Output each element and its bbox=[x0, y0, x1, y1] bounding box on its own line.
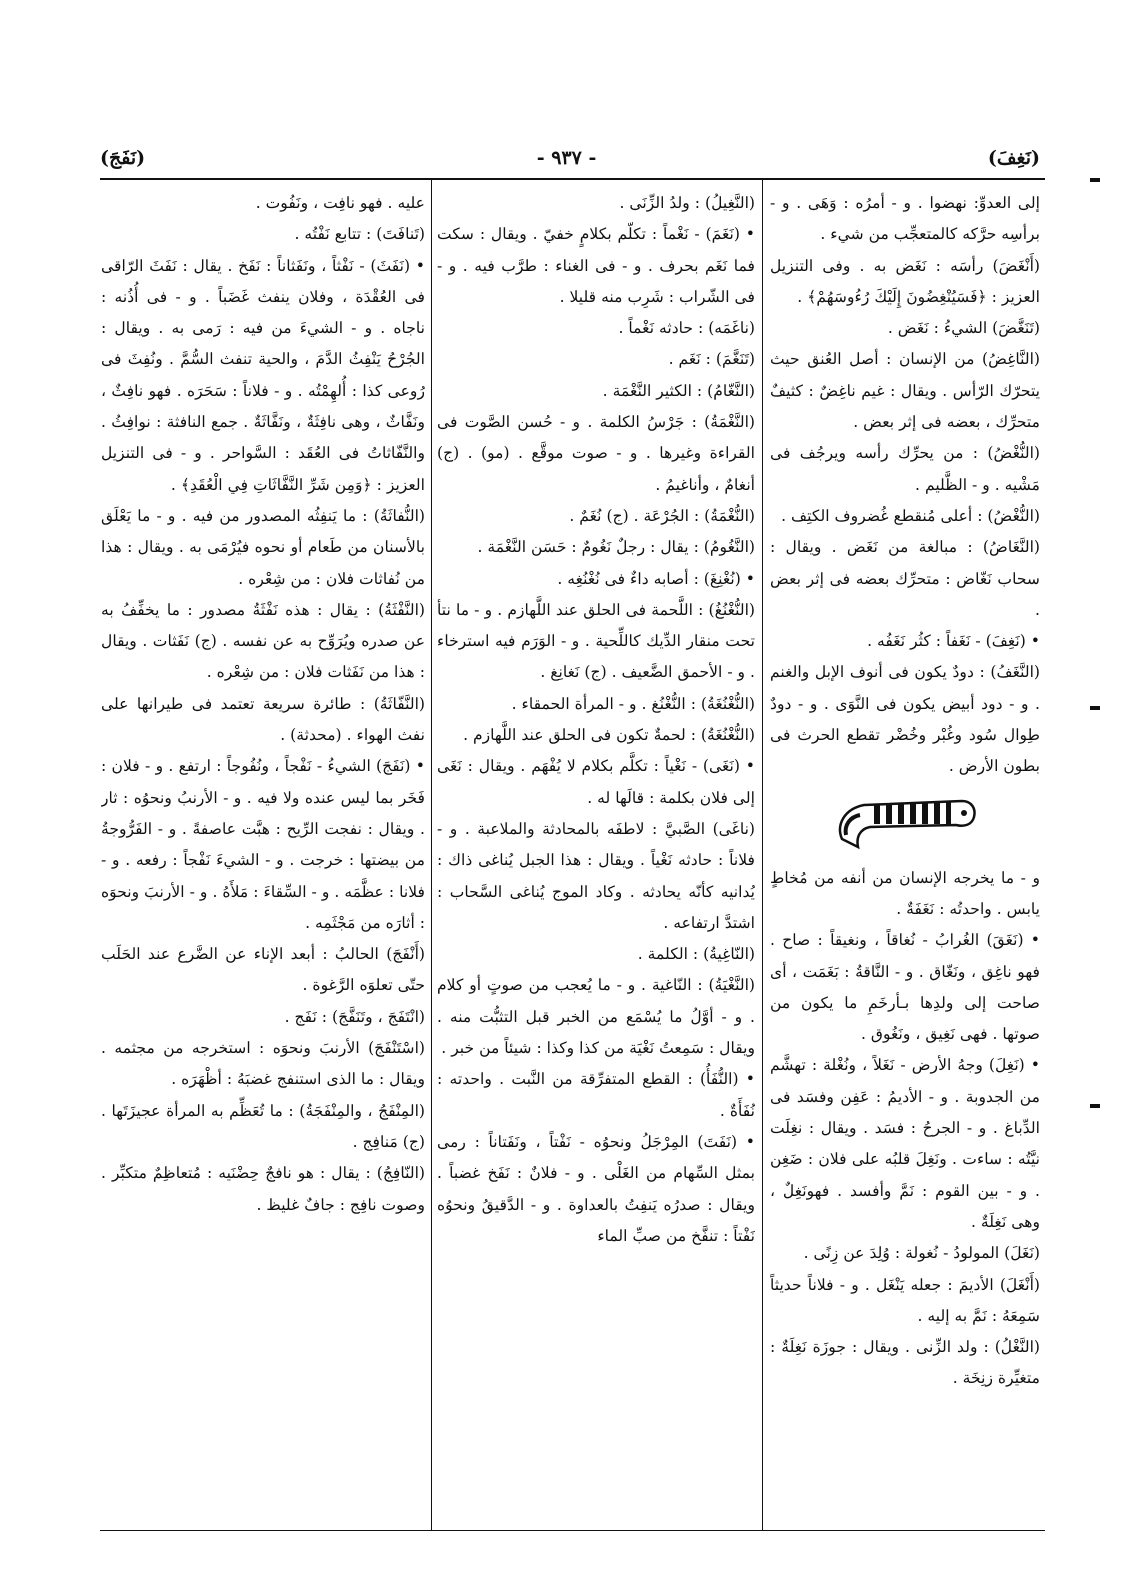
header-entry-right: (نَغِفَ) bbox=[987, 147, 1040, 169]
entry: (النَّغَفُ) : دودٌ يكون فى أنوف الإبل والغنم . و - دود أبيض يكون فى النَّوَى . و - دودٌ طِوال سُود وغُبْر وخُضْر تقطع الحرث فى بطون الأرض . bbox=[770, 663, 1040, 776]
margin-tick bbox=[1090, 178, 1100, 182]
entry: (انْتَفَجَ ، وتَنَفَّجَ) : نَفَج . bbox=[284, 1007, 425, 1026]
entry: (اسْتَنْفَجَ) الأرنبَ ونحوَه : استخرجه من مجثمه . ويقال : ما الذى استنفج غضبَهُ : أظْهَرَه . bbox=[101, 1039, 425, 1089]
page-number: - ٩٣٧ - bbox=[536, 147, 597, 169]
entry: • (نَغَقَ) الغُرابُ - نُغاقاً ، ونغيقاً : صاح . فهو ناغِق ، ونَغّاق . و - النَّاقةُ : بَغَمَت ، أى صاحت إلى ولدِها بـأرخَمِ ما يكون من صوتها . فهى نَغِيق ، ونَغُوق . bbox=[770, 931, 1040, 1044]
entry: (النُّغْضُ) : من يحرِّك رأسه ويرجُف فى مَشْيه . و - الظَّليم . bbox=[770, 444, 1040, 494]
column-right bbox=[770, 188, 1040, 1528]
entry: (أَنْفَجَ) الحالبُ : أبعد الإناء عن الضَّرع عند الحَلَب حتّى تعلوَه الرَّغوة . bbox=[101, 945, 425, 995]
entry: (النُّغْنُغَةُ) : النُّغْنُغ . و - المرأة الحمقاء . bbox=[511, 694, 755, 713]
entry: (النَّغِيلُ) : ولدُ الزِّنَى . bbox=[619, 194, 755, 212]
entry: (النَّفّاثَةُ) : طائرة سريعة تعتمد فى طيرانها على نفث الهواء . (محدثة) . bbox=[101, 694, 425, 745]
entry: • (نَغَى) - نَغْياً : تكلَّم بكلام لا يُفْهَم . ويقال : نَغَى إلى فلان بكلمة : قالَها له . bbox=[437, 757, 755, 807]
entry: • (نَفَثَ) - نَفْثاً ، ونَفَثاناً : نَفَخ . يقال : نَفَثَ الرّاقى فى العُقْدَة ، وفلان ينفث غَضَباً . و - فى أُذُنه : ناجاه . و - الشيءَ من فيه : رَمى به . ويقال : الجُرْحُ يَنْفِثُ الدَّمَ ، والحية تنفث السُّمَّ . ونُفِثَ فى رُوعى كذا : أُلهِمْتُه . و - فلاناً : سَحَرَه . فهو نافِثٌ ، ونَفَّاثٌ ، وهى نافِثَةٌ ، ونَفَّاثَةٌ . جمع النافثة : نوافِثُ . والنَّفّاثاتُ فى العُقَد : السَّواحر . و - فى التنزيل العزيز : ﴿وَمِن شَرِّ النَّفَّاثَاتِ فِي الْعُقَدِ﴾ . bbox=[101, 256, 425, 494]
entry: (النّافِجُ) : يقال : هو نافجٌ حِضْنَيه : مُتعاظِمٌ متكبِّر . وصوت نافِج : جافٌ غليظ . bbox=[101, 1164, 425, 1214]
entry: (النُّغْنُغُ) : اللَّحمة فى الحلق عند اللَّهازم . و - ما نتأ تحت منقار الدِّيك كاللِّحية . و - الوَرَم فيه استرخاء . و - الأحمق الضَّعيف . (ج) نَغانِغ . bbox=[437, 600, 755, 682]
entry: • (نُغْنِغَ) : أصابه داءٌ فى نُغْنُغِه . bbox=[557, 569, 755, 588]
entry: (النُّغْنُغَةُ) : لحمةٌ تكون فى الحلق عند اللَّهازم . bbox=[463, 726, 755, 745]
entry: (النَّغْمَةُ) : جَرْسُ الكلمة . و - حُسن الصَّوت فى القراءة وغيرها . و - صوت موقَّع . (مو) . (ج) أنغامٌ ، وأناغيمُ . bbox=[437, 413, 755, 494]
entry: (ناغَى) الصَّبيَّ : لاطفَه بالمحادثة والملاعبة . و - فلاناً : حادثه نَغْياً . ويقال : هذا الجبل يُناغى ذاك : يُدانيه كأنّه يحادثه . وكاد الموج يُناغى السَّحاب : اشتدَّ ارتفاعه . bbox=[437, 819, 755, 932]
column-divider-left bbox=[431, 180, 432, 1530]
entry: (تَنافَتَ) : تتابع نَفْتُه . bbox=[294, 225, 425, 244]
header-rule bbox=[100, 178, 1045, 180]
entry: • (نَفَتَ) المِرْجَلُ ونحوُه - نَفْتاً ، ونَفَتاناً : رمى بمثل السِّهام من الغَلْى . و - فلانٌ : نَفَخ غضباً . ويقال : صدرُه يَنفِتُ بالعداوة . و - الدَّقيقُ ونحوُه نَفْتاً : تنفَّخ من صبِّ الماء bbox=[437, 1132, 755, 1245]
column-divider-right bbox=[762, 180, 763, 1530]
margin-tick bbox=[1090, 706, 1100, 710]
column-left bbox=[101, 188, 425, 1528]
worm-illustration bbox=[830, 787, 980, 857]
entry: (النُّفاثَةُ) : ما يَنفِثُه المصدور من فيه . و - ما يَعْلَق بالأسنان من طَعام أو نحوه فيُرْمَى به . ويقال : هذا من نُفاثات فلان : من شِعْره . bbox=[101, 506, 425, 588]
entry: (النَّفْثَةُ) : يقال : هذه نَفْثَةُ مصدور : ما يخفِّفُ به عن صدره ويُرَوِّح به عن نفسه . (ج) نَفَثات . ويقال : هذا من نَفَثات فلان : من شِعْره . bbox=[101, 600, 425, 682]
entry: • (النُّفَأُ) : القطع المتفرِّقة من النَّبت . واحدته : نُفَأَةٌ . bbox=[437, 1070, 755, 1120]
column-middle bbox=[437, 188, 755, 1528]
margin-tick bbox=[1090, 1104, 1100, 1108]
entry: (المِنْفَجُ ، والمِنْفَجَةُ) : ما تُعَظِّم به المرأة عجيزَتَها . (ج) مَنافِج . bbox=[101, 1101, 425, 1151]
entry: (النَّغْلُ) : ولد الزِّنى . ويقال : جوزَة نَغِلَةٌ : متغيِّرة زنِخَة . bbox=[770, 1338, 1040, 1388]
entry: (تَنَغَّمَ) : نَغَم . bbox=[668, 350, 755, 369]
entry: (نَغَلَ) المولودُ - نُغولة : وُلِدَ عن زِنًى . bbox=[803, 1244, 1040, 1263]
header-entry-left: (نَفَجَ) bbox=[100, 147, 146, 169]
entry: إلى العدوِّ: نهضوا . و - أمرُه : وَهَى . و - برأسِه حرَّكه كالمتعجِّب من شيء . bbox=[770, 194, 1040, 244]
entry: (أَنْغَضَ) رأسَه : نَغَض به . وفى التنزيل العزيز : ﴿فَسَيُنْغِضُونَ إِلَيْكَ رُءُوسَهُمْ﴾ . bbox=[770, 256, 1040, 306]
entry: (النَّاغِضُ) من الإنسان : أصل العُنق حيث يتحرّك الرّأس . ويقال : غيم ناغِضٌ : كثيفٌ متحرِّك ، بعضه فى إثر بعض . bbox=[770, 350, 1040, 432]
entry: (النّاغِيةُ) : الكلمة . bbox=[637, 945, 755, 964]
entry: (أَنْغَلَ) الأديمَ : جعله يَنْغَل . و - فلاناً حديثاً سَمِعَهُ : نَمَّ به إليه . bbox=[770, 1275, 1040, 1325]
footer-rule bbox=[100, 1530, 1045, 1531]
entry: • (نَغِلَ) وجهُ الأرض - نَغَلاً ، ونُغْلة : تهشَّم من الجدوبة . و - الأديمُ : عَفِن وفسَد فى الدِّباغ . و - الجرحُ : فسَد . ويقال : نغِلَت نيَّتُه : ساءت . ونَغِلَ قلبُه على فلان : ضَغِن . و - بين القوم : نَمَّ وأفسد . فهونَغِلٌ ، وهى نَغِلَةٌ . bbox=[770, 1056, 1040, 1231]
entry: و - ما يخرجه الإنسان من أنفه من مُخاطٍ يابس . واحدتُه : نَغَفَةٌ . bbox=[770, 868, 1040, 918]
entry: (النَّغُومُ) : يقال : رجلٌ نَغُومٌ : حَسَن النَّغْمَة . bbox=[477, 538, 755, 557]
entry: • (نَغَمَ) - نَغْماً : تكلّم بكلامٍ خفيّ . ويقال : سكت فما نَغَم بحرف . و - فى الغناء : طرَّب فيه . و - فى الشّراب : شَرِب منه قليلا . bbox=[437, 225, 755, 306]
entry: (تَنَغَّضَ) الشيءُ : نَغَض . bbox=[887, 319, 1040, 338]
entry: (النَّغَاضُ) : مبالغة من نَغَض . ويقال : سحاب نَغّاض : متحرِّك بعضه فى إثر بعض . bbox=[770, 538, 1040, 619]
entry: (النَّغْيَةُ) : النّاغية . و - ما يُعجب من صوتٍ أو كلام . و - أوَّلُ ما يُسْمَع من الخبر قبل التثبُّت منه . ويقال : سَمِعتُ نَغْيَة من كذا وكذا : شيئاً من خبر . bbox=[437, 976, 755, 1058]
page-header bbox=[100, 138, 1040, 178]
entry: (ناغَمَه) : حادثه نَغْماً . bbox=[618, 319, 755, 338]
entry: (النَّغّامُ) : الكثير النَّغْمَة . bbox=[602, 381, 755, 400]
entry: عليه . فهو نافِت ، ونَفُوت . bbox=[255, 194, 425, 212]
entry: • (نَغِفَ) - نَغَفاً : كثُر نَغَفُه . bbox=[867, 632, 1040, 651]
entry: (النُّغْمَةُ) : الجُرْعَة . (ج) نُغَمٌ . bbox=[569, 506, 755, 525]
entry: (النُّغْضُ) : أعلى مُنقطع غُضروف الكتِف . bbox=[781, 506, 1040, 525]
entry: • (نَفَجَ) الشيءُ - نَفْجاً ، ونُفُوجاً : ارتفع . و - فلان : فَخَر بما ليس عنده ولا فيه . و - الأرنبُ ونحوُه : ثار . ويقال : نفجت الرِّيح : هبَّت عاصفةً . و - الفَرُّوجةُ من بيضتها : خرجت . و - الشيءَ نَفْجاً : رفعه . و - فلانا : عظَّمَه . و - السِّقاءَ : مَلأَهُ . و - الأرنبَ ونحوَه : أثارَه من مَجْثَمِه . bbox=[101, 757, 425, 932]
